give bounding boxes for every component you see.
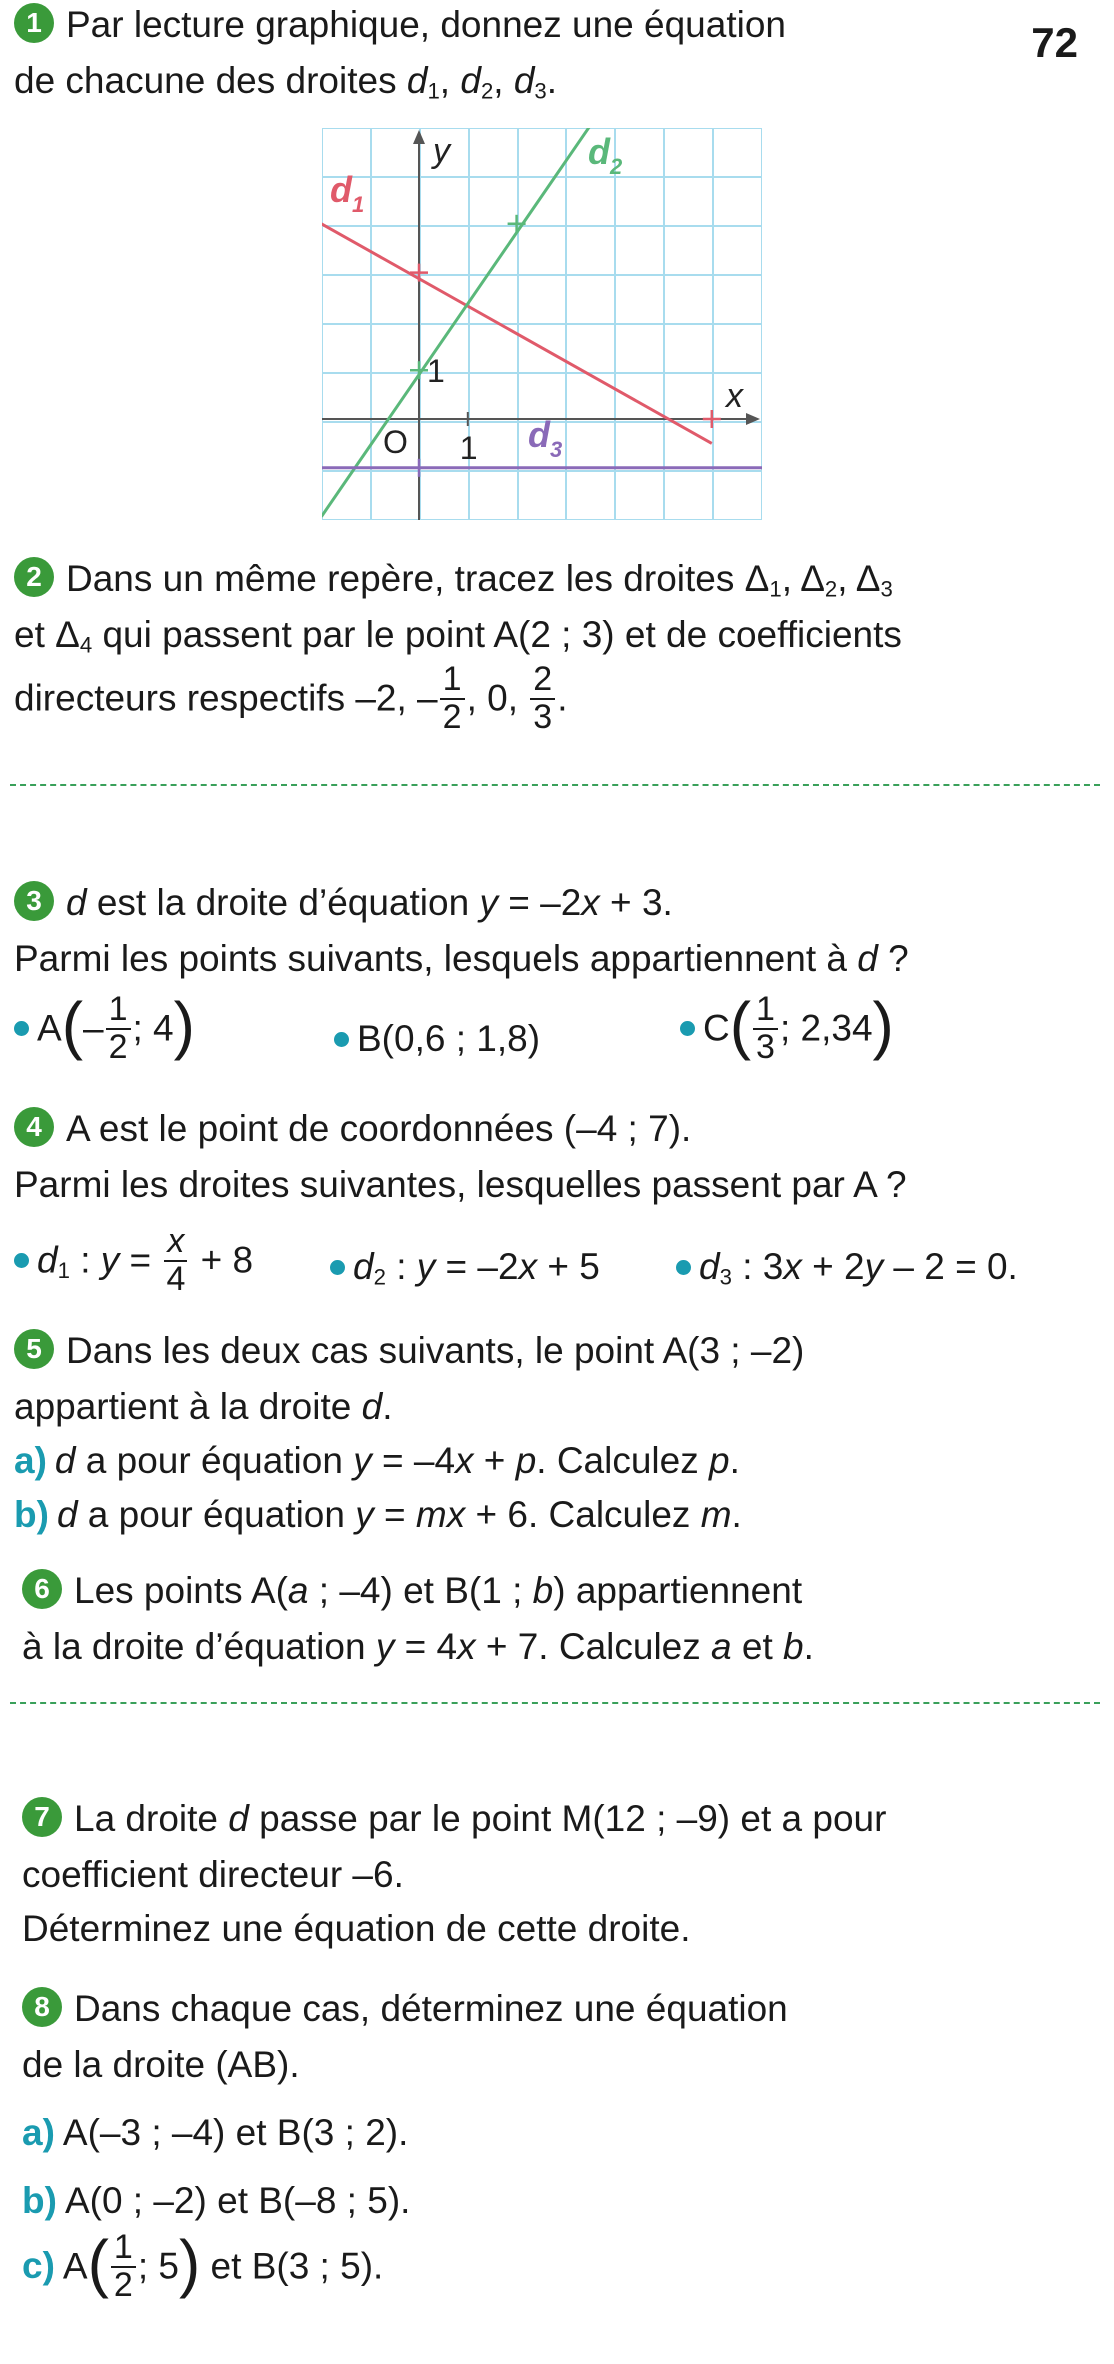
ex3-pc-den: 3 [756,1027,775,1066]
ex3-pc-frac [753,992,778,1065]
ex1-line1 [14,6,786,47]
ex7-line3 [22,1910,690,1947]
ex2-number-badge: 2 [14,557,54,597]
ex4-eq2-x: x [518,1246,538,1287]
ex1-text1: Par lecture graphique, donnez une équation [66,4,786,45]
ex3-pa-post: ; 4 [132,1007,174,1049]
ex5-a-d: d [54,1440,76,1481]
ex4-sub2: 2 [373,1264,386,1290]
ex5-a-text: a pour équation [75,1440,354,1481]
ex5-a-eq2: + [473,1440,516,1481]
ex4-eq1-c: + 8 [190,1239,254,1281]
ex4-eq3-c: – 2 = 0. [883,1246,1018,1287]
ex2-sub2: 2 [824,576,838,602]
bullet [14,1253,29,1268]
ex3-pa-den: 2 [108,1027,128,1066]
bullet [330,1260,345,1275]
d3-label: $d_3$ [528,414,563,462]
ex6-t7: et [731,1626,784,1667]
ex6-line1 [22,1572,802,1613]
origin-label: O [383,424,408,460]
ex8-number-badge: 8 [22,1987,62,2027]
ex4-eq3-y: y [864,1246,884,1287]
ex8-c-end: et B(3 ; 5). [200,2245,384,2287]
ex3-point-a [14,988,195,1067]
y-axis-arrow [413,130,425,144]
page-number: 72 [1031,19,1078,66]
ex4-d2: d [353,1246,374,1287]
ex4-d3: d [699,1246,720,1287]
ex3-number-badge: 3 [14,881,54,921]
x-tick-label: 1 [459,430,478,466]
d2-label: $d_2$ [588,131,623,179]
ex3-pc-post: ; 2,34 [779,1007,873,1049]
ex8-t2: de la droite (AB). [22,2044,300,2085]
ex6-t4: à la droite d’équation [22,1626,376,1667]
ex3-point-c [680,988,894,1067]
ex6-b2: b [783,1626,804,1667]
ex7-t1: La droite [74,1798,229,1839]
ex8-part-c [22,2226,384,2305]
ex3-pa-frac [106,992,131,1065]
ex1-sep2: , [493,60,504,101]
ex4-eq1 [14,1222,254,1299]
ex1-sub2: 2 [480,78,494,104]
ex7-t4: Déterminez une équation de cette droite. [22,1908,691,1949]
ex4-eq3-b: + 2 [801,1246,865,1287]
d1-label: $d_1$ [330,169,365,217]
ex6-t3: ) appartiennent [553,1570,803,1611]
ex6-a2: a [711,1626,732,1667]
ex4-eq3-a: : 3 [731,1246,784,1287]
ex5-b-label: b) [14,1494,49,1535]
ex7-line1 [22,1800,886,1841]
ex3-line2 [14,940,909,977]
ex6-t6: + 7. Calculez [475,1626,712,1667]
ex5-a-eq: = –4 [371,1440,456,1481]
ex2-sub3: 3 [880,576,893,602]
paren-right: ) [872,988,894,1061]
section-divider-2 [10,1702,1100,1704]
x-axis-arrow [746,413,760,425]
ex2-sub4: 4 [79,632,93,658]
ex1-d1: d [406,60,428,101]
ex5-text2b: . [382,1386,393,1427]
ex5-text1: Dans les deux cas suivants, le point A(3 ; –2) [66,1330,805,1371]
ex7-t2: passe par le point M(12 ; –9) et a pour [248,1798,887,1839]
ex4-eq2-a: : [385,1246,417,1287]
ex5-a-dot: . [729,1440,740,1481]
ex4-eq2-y: y [416,1246,436,1287]
lines-graph [322,128,762,520]
ex5-b-text: a pour équation [77,1494,356,1535]
ex6-number-badge: 6 [22,1569,62,1609]
ex5-b-eq2: + 6. Calculez [465,1494,701,1535]
ex5-line1 [14,1332,804,1373]
paren-right: ) [173,988,195,1061]
ex8-c-label: c) [22,2245,55,2287]
ex8-c-num: 1 [111,2230,136,2268]
ex5-b-d: d [56,1494,78,1535]
ex4-eq1-den: 4 [166,1259,186,1298]
bullet [680,1021,695,1036]
ex3-pa-pre: A [37,1007,62,1049]
ex4-text2: Parmi les droites suivantes, lesquelles passent par A ? [14,1164,907,1205]
ex6-t8: . [803,1626,814,1667]
ex5-text2: appartient à la droite [14,1386,362,1427]
ex3-d2: d [857,938,878,979]
ex5-b-x: x [446,1494,466,1535]
ex3-text2b: ? [877,938,909,979]
paren-left: ( [87,2226,109,2299]
ex5-b-m2: m [700,1494,732,1535]
ex1-number-badge: 1 [14,3,54,43]
ex2-text3b: , 0, [466,677,518,719]
ex5-a-p: p [515,1440,537,1481]
ex8-b-label: b) [22,2180,57,2221]
ex4-line2 [14,1166,907,1203]
ex1-d2: d [460,60,481,101]
ex8-line2 [22,2046,300,2083]
ex6-y: y [375,1626,395,1667]
ex4-eq1-frac [163,1224,188,1297]
ex3-point-b [334,1020,540,1057]
ex8-c-post: ; 5 [137,2245,179,2287]
ex5-b-m: m [415,1494,447,1535]
ex3-eq-mid: = –2 [497,882,582,923]
bullet [14,1021,29,1036]
section-divider-1 [10,784,1100,786]
ex2-line1: 2 Dans un même repère, tracez les droites $\Delta_1$, $\Delta_2$, $\Delta_3$ [14,560,893,601]
ex5-d: d [361,1386,383,1427]
ex2-line2 [14,616,902,657]
ex4-eq1-num: x [164,1224,187,1262]
ex2-comma2: , [837,558,848,599]
ex8-t1: Dans chaque cas, déterminez une équation [74,1988,788,2029]
ex2-sub1: 1 [769,576,782,602]
y-axis-label: y [433,132,450,170]
ex4-eq3-x: x [783,1246,802,1287]
ex1-sub3: 3 [534,78,547,104]
ex6-b: b [532,1570,554,1611]
ex1-d3: d [513,60,535,101]
ex4-eq1-a: : [69,1239,101,1281]
ex6-x: x [457,1626,476,1667]
ex4-eq1-y: y [100,1239,120,1281]
ex7-t3: coefficient directeur –6. [22,1854,404,1895]
ex5-part-b [14,1496,742,1533]
ex3-line1 [14,884,673,925]
ex2-frac2-num: 2 [530,662,555,700]
ex3-pc-num: 1 [753,992,778,1030]
y-tick-label: 1 [427,353,445,390]
ex2-frac1 [440,662,465,735]
ex3-text1: est la droite d’équation [86,882,480,923]
ex4-text1: A est le point de coordonnées (–4 ; 7). [66,1108,692,1149]
ex8-c-frac [111,2230,136,2303]
ex5-b-y: y [355,1494,374,1535]
ex8-line1 [22,1990,788,2031]
ex3-pa-minus: – [83,1007,104,1049]
ex5-number-badge: 5 [14,1329,54,1369]
ex7-d: d [228,1798,249,1839]
ex5-part-a [14,1442,740,1479]
ex6-t2: ; –4) et B(1 ; [308,1570,533,1611]
ex8-c-den: 2 [113,2265,133,2304]
ex3-eq-end: + 3. [599,882,673,923]
ex2-text2b: qui passent par le point A(2 ; 3) et de coefficients [92,614,902,655]
line-d1 [322,224,712,444]
ex1-sub1: 1 [427,78,440,104]
ex4-eq1-b: = [119,1239,162,1281]
ex4-eq2-b: = –2 [435,1246,519,1287]
ex8-a-text: A(–3 ; –4) et B(3 ; 2). [62,2112,409,2153]
ex3-pa-num: 1 [106,992,131,1030]
ex6-a: a [287,1570,309,1611]
ex8-b-text: A(0 ; –2) et B(–8 ; 5). [64,2180,411,2221]
ex4-number-badge: 4 [14,1107,54,1147]
ex4-sub3: 3 [719,1264,732,1290]
ex4-sub1: 1 [57,1258,70,1284]
ex4-eq2 [330,1248,600,1289]
ex6-t5: = 4 [394,1626,458,1667]
paren-left: ( [61,988,83,1061]
ex1-end: . [546,60,558,101]
ex2-text3c: . [557,677,568,719]
ex1-text2: de chacune des droites [14,60,397,101]
bullet [334,1032,349,1047]
ex5-line2 [14,1388,392,1425]
ex5-b-eq: = [373,1494,416,1535]
ex3-pb: B(0,6 ; 1,8) [357,1018,541,1059]
ex8-a-label: a) [22,2112,55,2153]
paren-right: ) [178,2226,201,2299]
ex1-line2 [14,62,557,103]
ex4-eq2-c: + 5 [537,1246,600,1287]
ex2-text1: Dans un même repère, tracez les droites Δ [66,558,770,599]
ex1-sep1: , [439,60,451,101]
ex7-number-badge: 7 [22,1797,62,1837]
ex3-text2: Parmi les points suivants, lesquels appartiennent à [14,938,858,979]
ex4-d1: d [37,1239,58,1281]
ex2-frac2 [530,662,555,735]
ex5-a-y: y [353,1440,372,1481]
x-axis-label: x [726,377,743,415]
ex5-a-x: x [455,1440,474,1481]
ex5-a-p2: p [709,1440,730,1481]
ex5-a-end: . Calculez [536,1440,710,1481]
graph-grid [322,128,762,520]
ex7-line2 [22,1856,404,1893]
paren-left: ( [729,988,752,1061]
ex8-part-a [22,2114,408,2151]
ex8-part-b [22,2182,410,2219]
ex3-d: d [66,882,87,923]
ex5-a-label: a) [14,1440,47,1481]
ex6-line2 [22,1628,814,1665]
ex2-comma1: , [781,558,792,599]
ex4-line1 [14,1110,691,1151]
ex5-b-dot: . [731,1494,742,1535]
ex3-x: x [581,882,600,923]
ex6-t1: Les points A( [74,1570,288,1611]
ex2-text2a: et Δ [14,614,80,655]
ex3-pc-pre: C [703,1007,730,1049]
ex3-y: y [479,882,498,923]
ex2-frac1-den: 2 [442,697,462,736]
ex8-c-pre: A [62,2245,88,2287]
ex2-frac1-num: 1 [440,662,465,700]
ex4-eq3 [676,1248,1018,1289]
ex2-frac2-den: 3 [533,697,553,736]
ex2-line3 [14,660,568,737]
bullet [676,1260,691,1275]
ex2-text3a: directeurs respectifs –2, – [14,677,438,719]
